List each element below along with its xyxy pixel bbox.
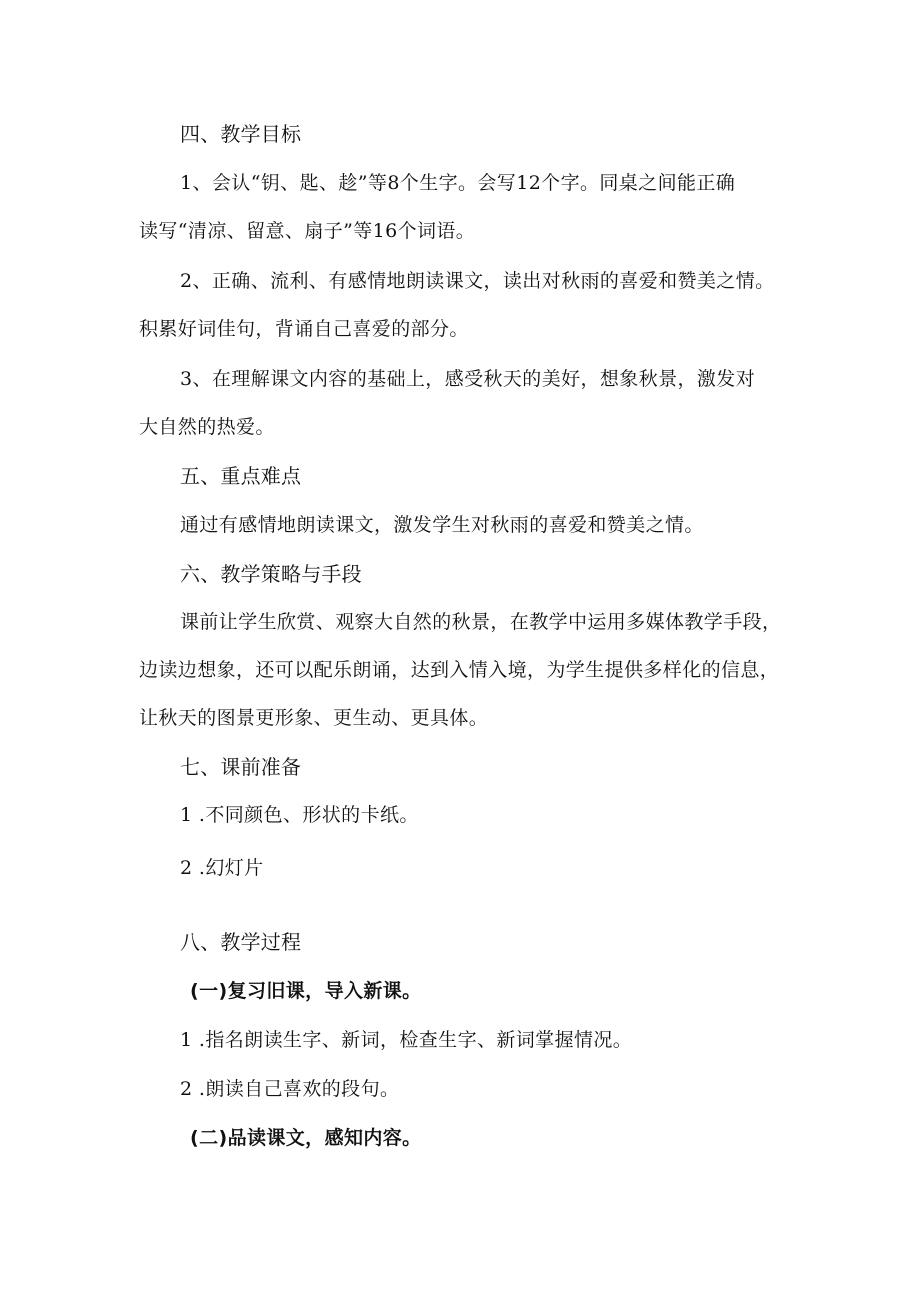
strategy-line-1: 课前让学生欣赏、观察大自然的秋景，在教学中运用多媒体教学手段， <box>180 611 782 633</box>
section-heading-objectives: 四、教学目标 <box>180 122 302 146</box>
preparation-item-2: 2 .幻灯片 <box>180 857 264 879</box>
objective-1-line-2: 读写“清凉、留意、扇子”等16个词语。 <box>139 220 476 242</box>
section-heading-process: 八、教学过程 <box>180 930 302 954</box>
key-points-text: 通过有感情地朗读课文，激发学生对秋雨的喜爱和赞美之情。 <box>180 514 704 536</box>
process-subheading-1: (一)复习旧课，导入新课。 <box>190 980 422 1002</box>
objective-2-line-2: 积累好词佳句，背诵自己喜爱的部分。 <box>139 318 469 340</box>
objective-3-line-2: 大自然的热爱。 <box>139 416 275 438</box>
strategy-line-2: 边读边想象，还可以配乐朗诵，达到入情入境，为学生提供多样化的信息， <box>139 659 780 681</box>
objective-3-line-1: 3、在理解课文内容的基础上，感受秋天的美好，想象秋景，激发对 <box>180 368 756 390</box>
section-heading-strategy: 六、教学策略与手段 <box>180 562 362 586</box>
objective-2-line-1: 2、正确、流利、有感情地朗读课文，读出对秋雨的喜爱和赞美之情。 <box>180 270 775 292</box>
section-heading-preparation: 七、课前准备 <box>180 755 302 779</box>
strategy-line-3: 让秋天的图景更形象、更生动、更具体。 <box>139 707 489 729</box>
process-item-2: 2 .朗读自己喜欢的段句。 <box>180 1078 400 1100</box>
process-item-1: 1 .指名朗读生字、新词，检查生字、新词掌握情况。 <box>180 1029 633 1051</box>
process-subheading-2: (二)品读课文，感知内容。 <box>190 1127 422 1149</box>
preparation-item-1: 1 .不同颜色、形状的卡纸。 <box>180 804 419 826</box>
section-heading-key-points: 五、重点难点 <box>180 464 302 488</box>
objective-1-line-1: 1、会认“钥、匙、趁”等8个生字。会写12个字。同桌之间能正确 <box>180 172 736 194</box>
